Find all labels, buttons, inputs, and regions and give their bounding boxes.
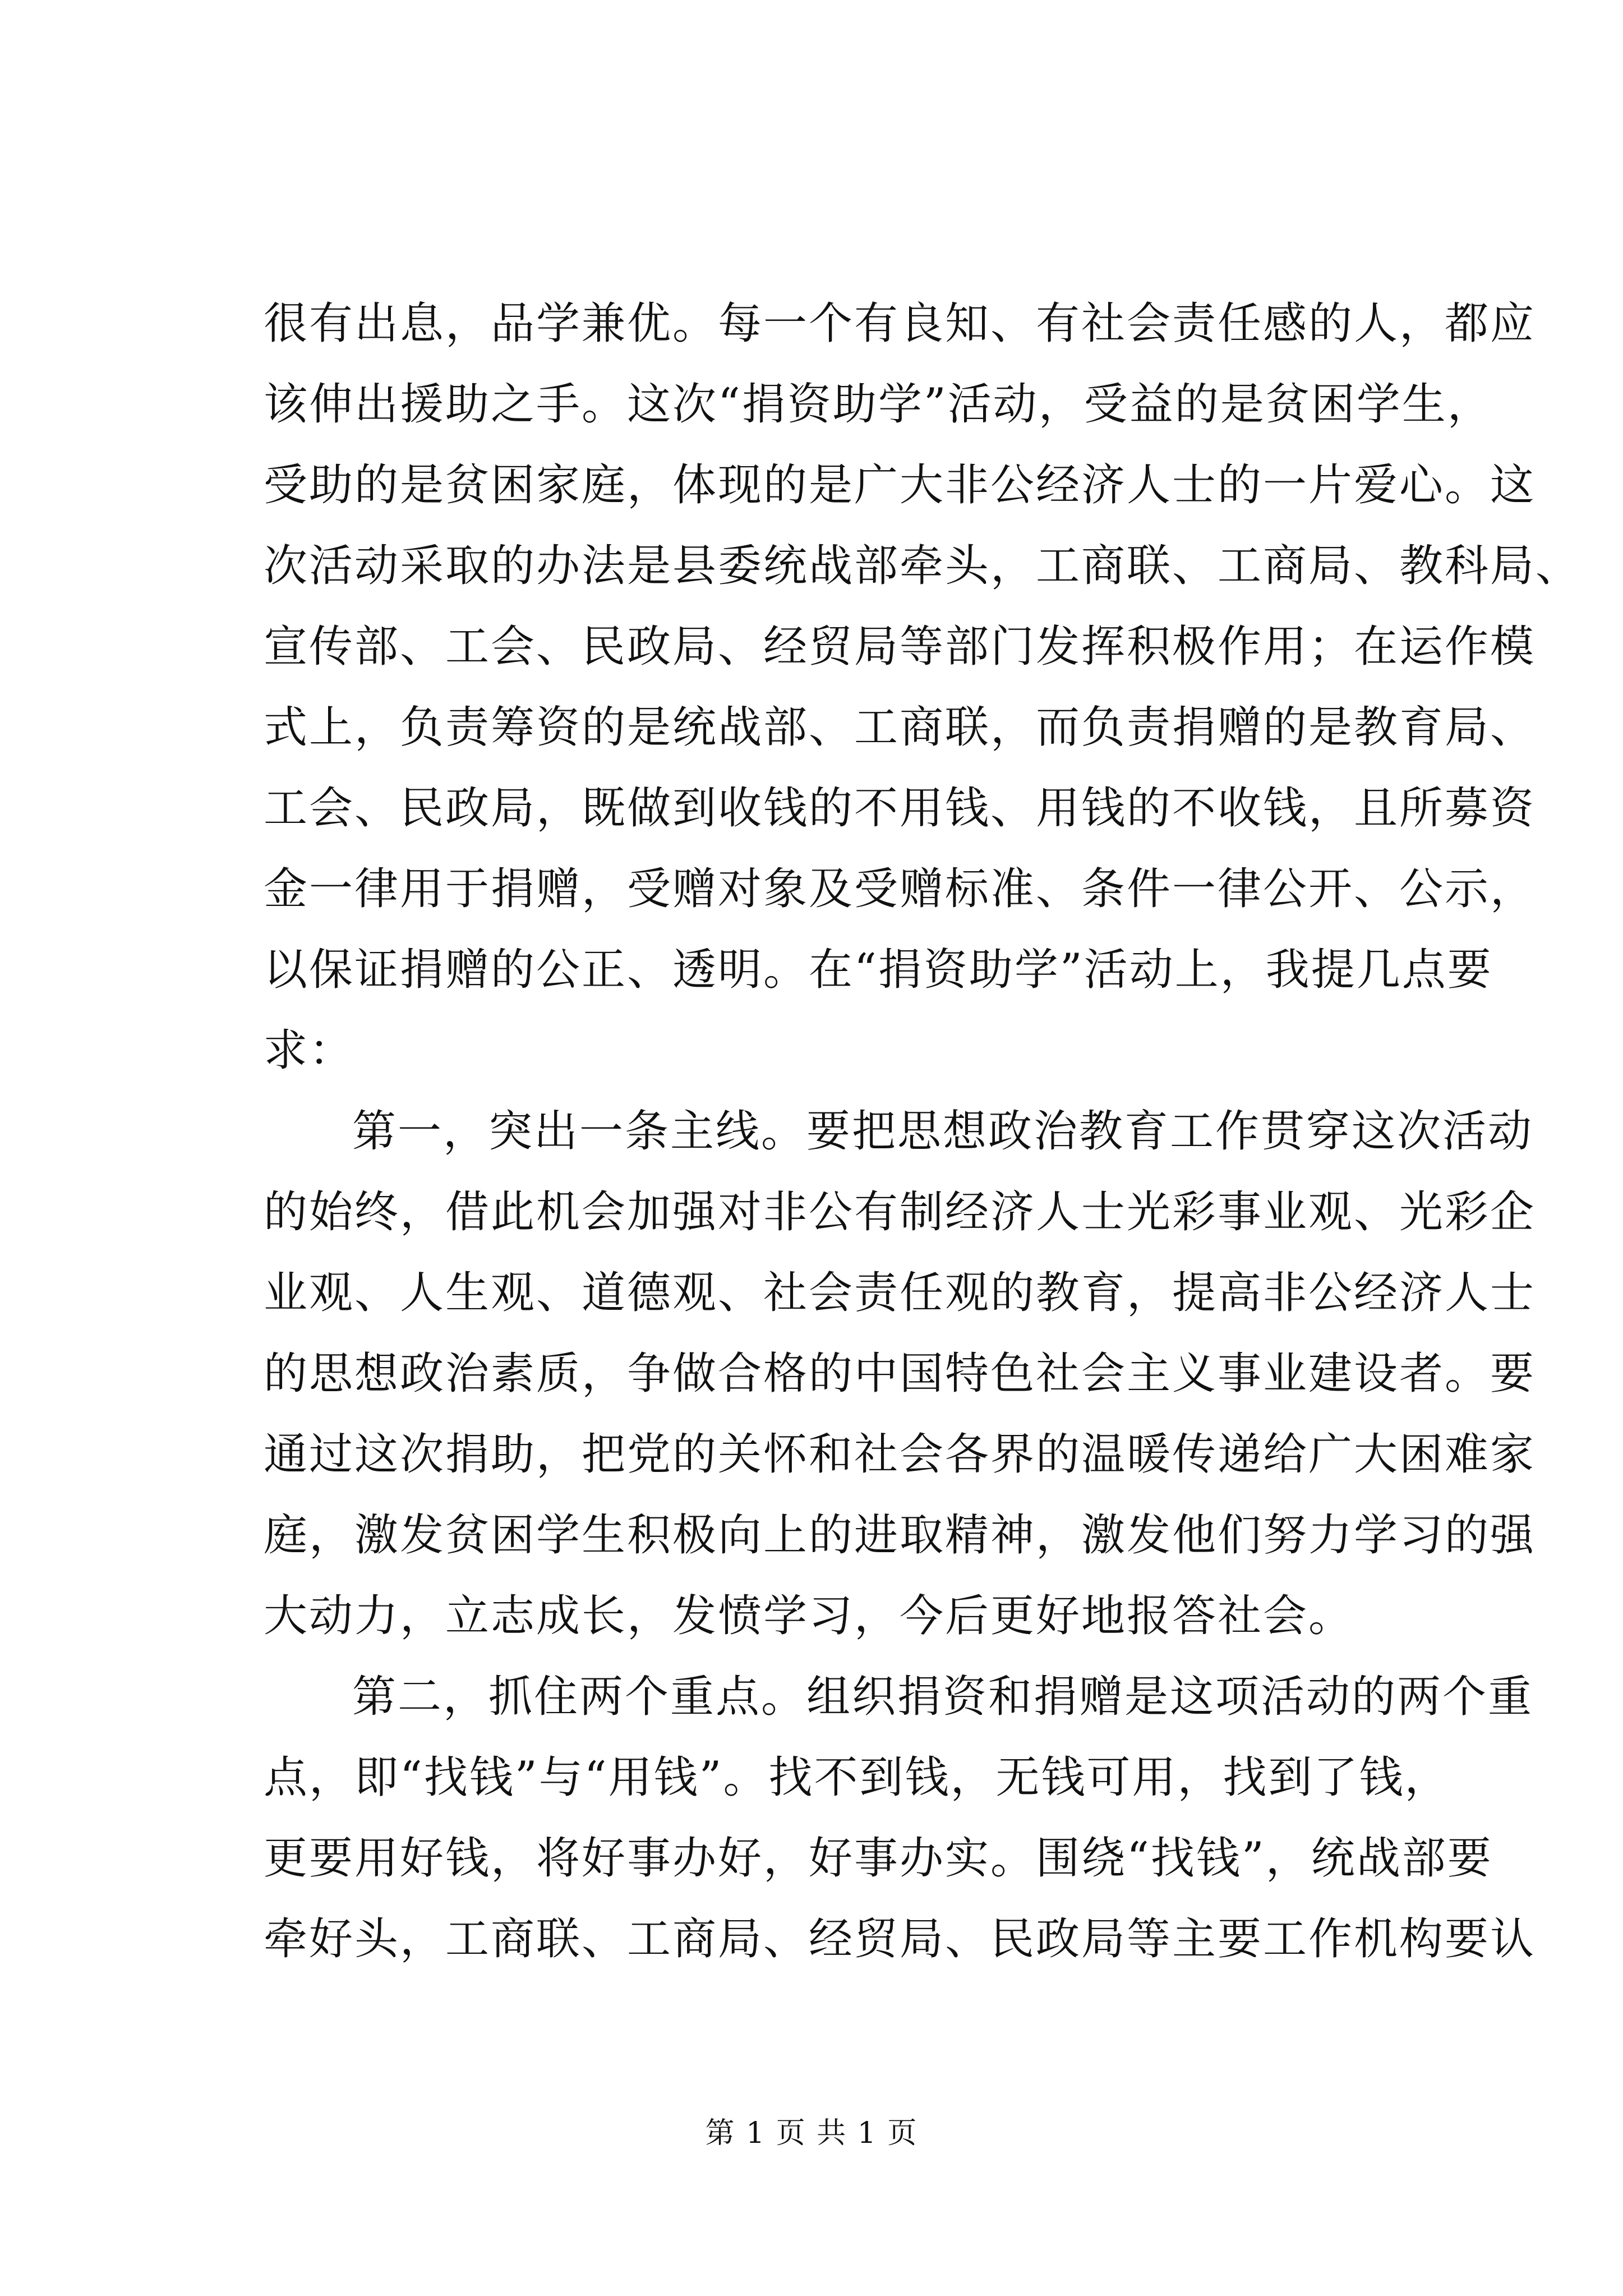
text-line: 大动力，立志成长，发愤学习，今后更好地报答社会。	[264, 1591, 1354, 1641]
text-line: 受助的是贫困家庭，体现的是广大非公经济人士的一片爱心。这	[264, 460, 1536, 510]
text-line: 工会、民政局，既做到收钱的不用钱、用钱的不收钱，且所募资	[264, 783, 1536, 834]
text-line: 很有出息，品学兼优。每一个有良知、有社会责任感的人，都应	[264, 298, 1536, 349]
text-line: 以保证捐赠的公正、透明。在“捐资助学”活动上，我提几点要	[264, 945, 1493, 995]
text-line: 金一律用于捐赠，受赠对象及受赠标准、条件一律公开、公示，	[264, 864, 1536, 914]
text-line: 庭，激发贫困学生积极向上的进取精神，激发他们努力学习的强	[264, 1510, 1536, 1561]
text-line: 该伸出援助之手。这次“捐资助学”活动，受益的是贫困学生，	[264, 379, 1493, 430]
text-line: 点，即“找钱”与“用钱”。找不到钱，无钱可用，找到了钱，	[264, 1752, 1450, 1803]
text-line: 第二，抓住两个重点。组织捐资和捐赠是这项活动的两个重	[352, 1672, 1534, 1722]
text-line: 的思想政治素质，争做合格的中国特色社会主义事业建设者。要	[264, 1349, 1536, 1399]
page-footer: 第 1 页 共 1 页	[705, 2116, 918, 2150]
text-line: 式上，负责筹资的是统战部、工商联，而负责捐赠的是教育局、	[264, 702, 1536, 753]
text-line: 宣传部、工会、民政局、经贸局等部门发挥积极作用；在运作模	[264, 622, 1536, 672]
text-line: 通过这次捐助，把党的关怀和社会各界的温暖传递给广大困难家	[264, 1429, 1536, 1480]
text-line: 牵好头，工商联、工商局、经贸局、民政局等主要工作机构要认	[264, 1914, 1536, 1964]
text-line: 第一，突出一条主线。要把思想政治教育工作贯穿这次活动	[352, 1106, 1534, 1157]
document-body	[264, 283, 1581, 1980]
text-line: 的始终，借此机会加强对非公有制经济人士光彩事业观、光彩企	[264, 1187, 1536, 1237]
text-line: 次活动采取的办法是县委统战部牵头，工商联、工商局、教科局、	[264, 541, 1581, 591]
text-line: 求：	[264, 1025, 355, 1076]
text-line: 更要用好钱，将好事办好，好事办实。围绕“找钱”，统战部要	[264, 1833, 1493, 1884]
text-line: 业观、人生观、道德观、社会责任观的教育，提高非公经济人士	[264, 1268, 1536, 1318]
